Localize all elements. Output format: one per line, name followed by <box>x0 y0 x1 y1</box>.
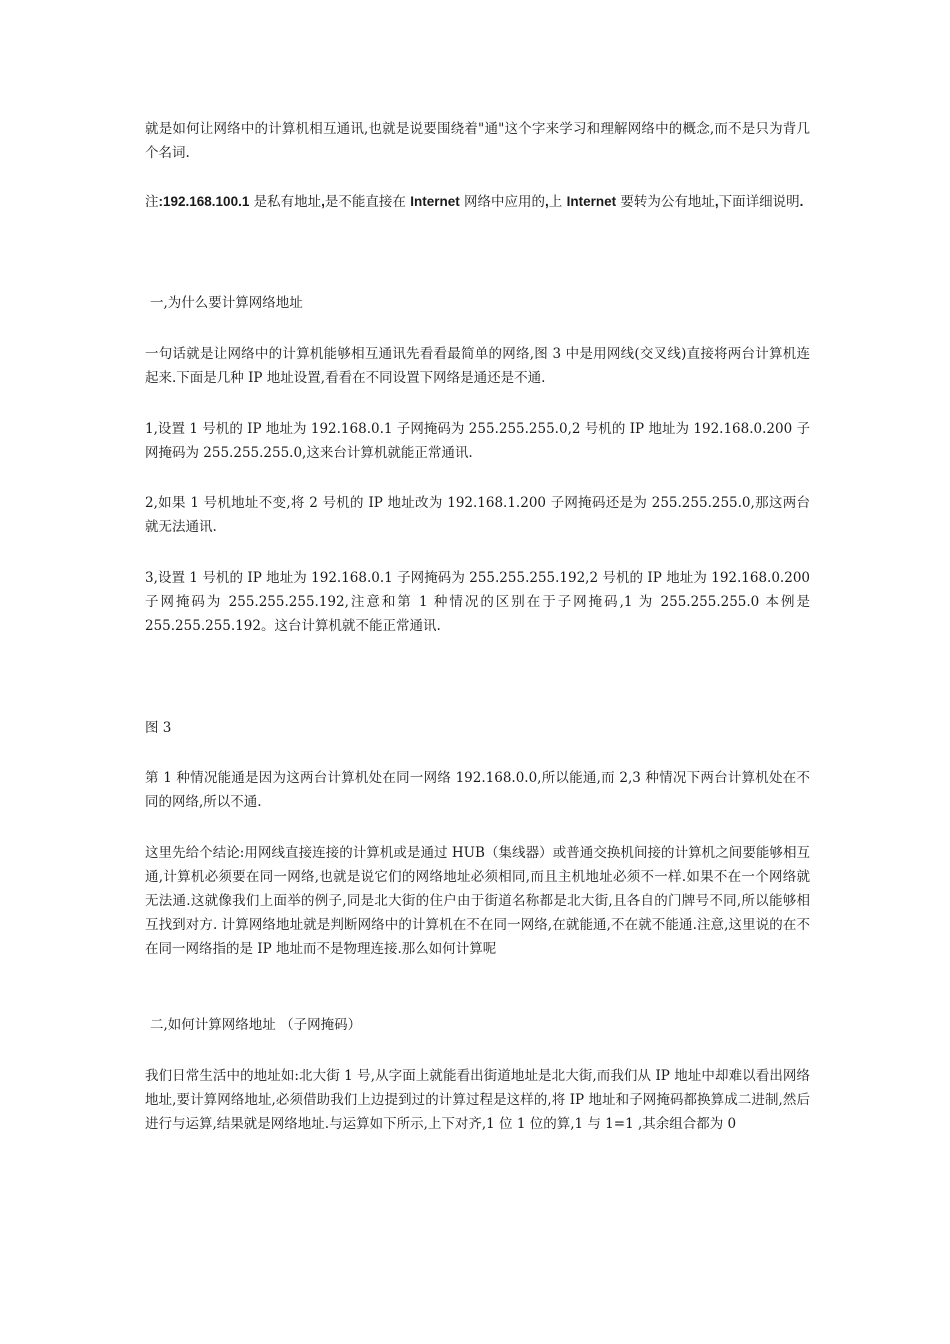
note-comma-2: , <box>545 194 549 209</box>
note-text-3: 网络中应用的 <box>459 194 546 210</box>
note-text-4: 上 <box>548 194 567 210</box>
note-text-5: 要转为公有地址 <box>616 194 715 210</box>
note-prefix: 注 <box>145 194 159 210</box>
paragraph-case-2: 2,如果 1 号机地址不变,将 2 号机的 IP 地址改为 192.168.1.200 子网掩码还是为 255.255.255.0,那这两台就无法通讯. <box>145 495 810 535</box>
paragraph-conclusion: 这里先给个结论:用网线直接连接的计算机或是通过 HUB（集线器）或普通交换机间接的计算机之间要能够相互通,计算机必须要在同一网络,也就是说它们的网络地址必须相同,而且主机地址必须不一样.如果不在一个网络就无法通.这就像我们上面举的例子,同是北大街的住户由于街道名称都是北大街,且各自的门牌号不同,所以能够相互找到对方. 计算网络地址就是判断网络中的计算机在不在同一网络,在就能通,不在就不能通.注意,这里说的在不在同一网络指的是 IP 地址而不是物理连接.那么如何计算呢 <box>145 845 810 957</box>
paragraph-explanation: 第 1 种情况能通是因为这两台计算机处在同一网络 192.168.0.0,所以能通,而 2,3 种情况下两台计算机处在不同的网络,所以不通. <box>145 770 810 810</box>
paragraph-network-intro: 一句话就是让网络中的计算机能够相互通讯先看看最简单的网络,图 3 中是用网线(交叉线)直接将两台计算机连起来.下面是几种 IP 地址设置,看看在不同设置下网络是通还是不通. <box>145 346 810 386</box>
paragraph-case-1: 1,设置 1 号机的 IP 地址为 192.168.0.1 子网掩码为 255.255.255.0,2 号机的 IP 地址为 192.168.0.200 子网掩码为 255.255.255.0,这来台计算机就能正常通讯. <box>145 421 810 461</box>
note-text-2: 是不能直接在 <box>324 194 411 210</box>
section-heading-2: 二,如何计算网络地址 （子网掩码） <box>150 1017 362 1033</box>
note-text-1: 是私有地址 <box>249 194 322 210</box>
note-period: . <box>799 194 804 209</box>
section-heading-1: 一,为什么要计算网络地址 <box>150 295 303 311</box>
note-ip-address: 192.168.100.1 <box>163 194 250 209</box>
note-internet-1: Internet <box>410 194 460 209</box>
intro-paragraph: 就是如何让网络中的计算机相互通讯,也就是说要围绕着"通"这个字来学习和理解网络中的概念,而不是只为背几个名词. <box>145 121 810 161</box>
note-paragraph <box>145 190 810 214</box>
note-internet-2: Internet <box>566 194 617 209</box>
note-comma-3: , <box>714 194 719 209</box>
note-comma-1: , <box>321 194 325 209</box>
note-colon: : <box>158 194 163 209</box>
figure-label: 图 3 <box>145 720 172 736</box>
paragraph-case-3: 3,设置 1 号机的 IP 地址为 192.168.0.1 子网掩码为 255.255.255.192,2 号机的 IP 地址为 192.168.0.200 子网掩码为 255.255.255.192,注意和第 1 种情况的区别在于子网掩码,1 为 255.255.255.0 本例是 255.255.255.192。这台计算机就不能正常通讯. <box>145 570 810 634</box>
note-text-6: 下面详细说明 <box>718 194 800 210</box>
paragraph-address-calc: 我们日常生活中的地址如:北大街 1 号,从字面上就能看出街道地址是北大街,而我们从 IP 地址中却难以看出网络地址,要计算网络地址,必须借助我们上边提到过的计算过程是这样的,将 IP 地址和子网掩码都换算成二进制,然后进行与运算,结果就是网络地址.与运算如下所示,上下对齐,1 位 1 位的算,1 与 1=1 ,其余组合都为 0 <box>145 1068 810 1132</box>
